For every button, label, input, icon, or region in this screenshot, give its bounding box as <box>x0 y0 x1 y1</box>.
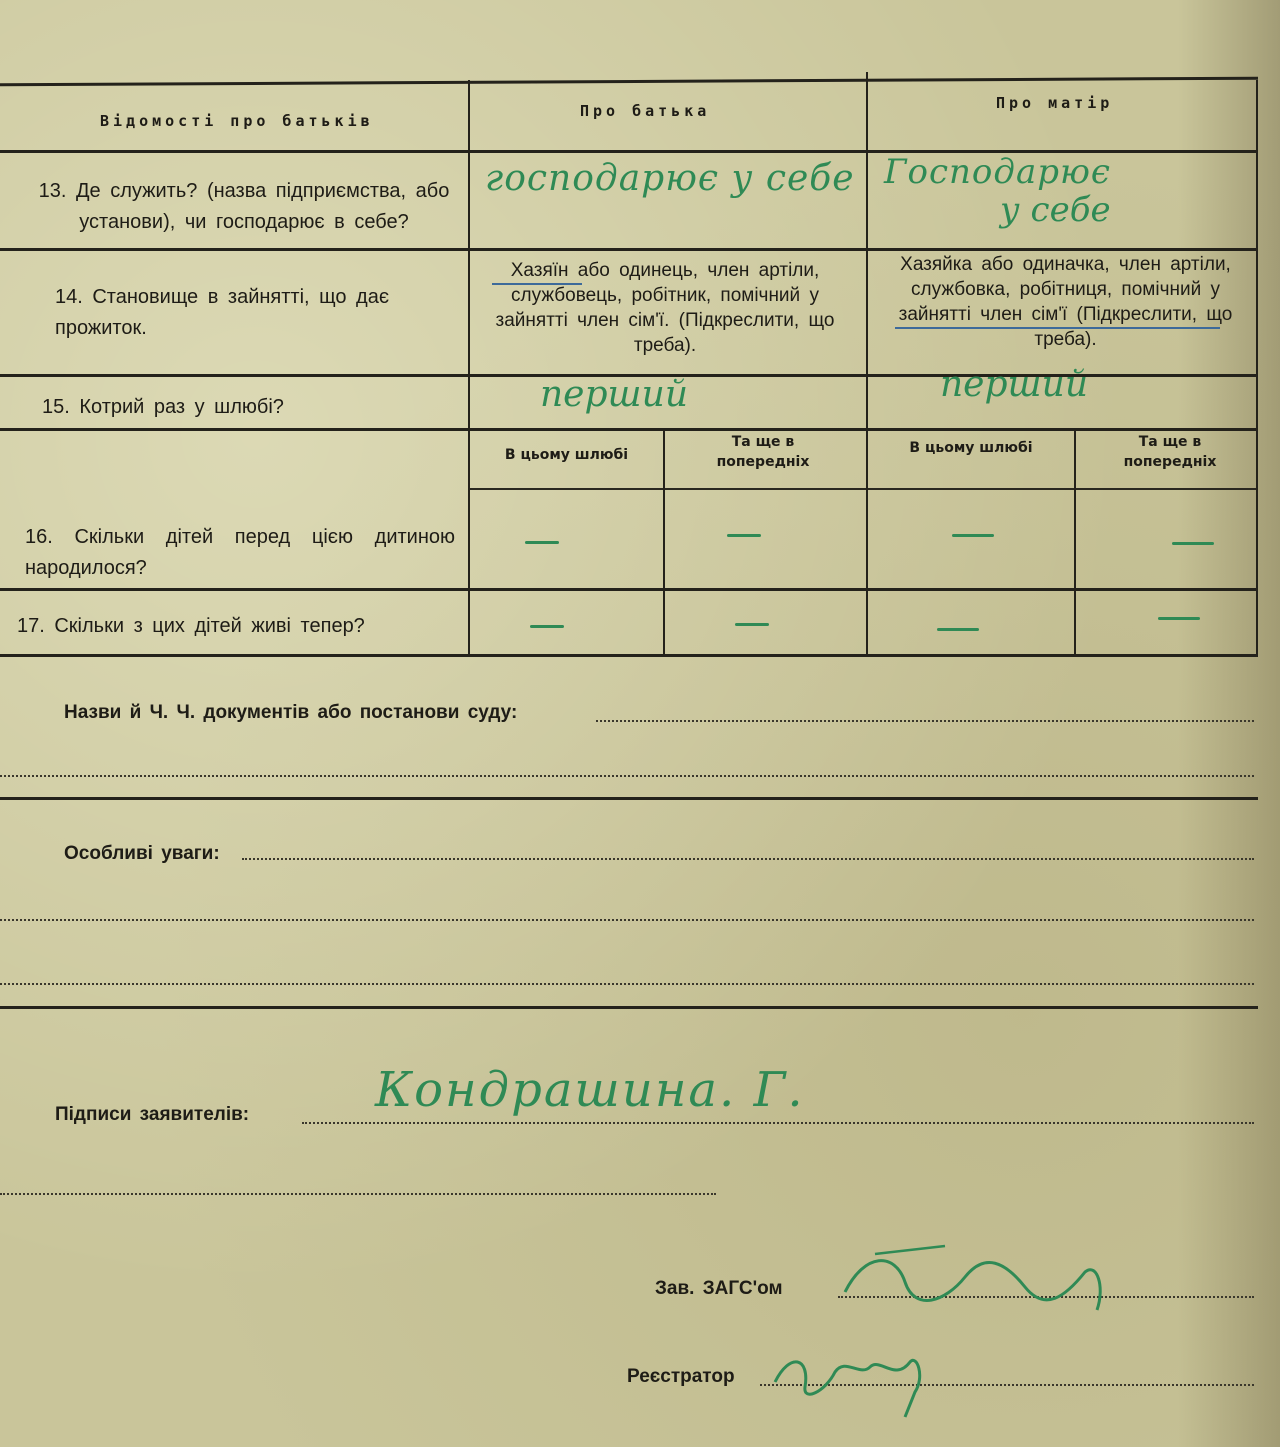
row-divider-16 <box>0 588 1258 591</box>
applicant-signature: Кондрашина. Г. <box>375 1062 805 1118</box>
col-divider-sub-2 <box>1074 428 1076 656</box>
table-right-border <box>1256 80 1258 656</box>
father-option-underline <box>492 283 582 285</box>
father-workplace-value: господарює у себе <box>485 158 855 199</box>
col-divider-1 <box>468 80 470 656</box>
father-previous-living-dash <box>735 623 769 626</box>
mother-this-marriage-children-dash <box>952 534 994 537</box>
father-marriage-count-value: перший <box>540 374 689 415</box>
mother-marriage-count-value: перший <box>940 364 1089 405</box>
father-this-marriage-living-dash <box>530 625 564 628</box>
notes-section-divider <box>0 1006 1258 1009</box>
documents-input-line-2[interactable] <box>0 775 1254 777</box>
notes-input-line-2[interactable] <box>0 919 1254 921</box>
father-employment-options: Хазяїн або одинець, член артіли, службовець, робітник, помічний у зайнятті член сім'ї. (Підкреслити, що треба). <box>495 260 835 356</box>
mother-option-underline <box>895 327 1220 329</box>
registrar-label: Реєстратор <box>627 1366 735 1387</box>
father-this-marriage-header: В цьому шлюбі <box>504 447 629 463</box>
mother-previous-living-dash <box>1158 617 1200 620</box>
signatures-input-line[interactable] <box>302 1122 1254 1124</box>
question-16-label: 16. Скільки дітей перед цією дитиною народилося? <box>25 526 455 579</box>
zags-head-label: Зав. ЗАГС'ом <box>655 1278 783 1299</box>
mother-workplace-value-line1: Господарює <box>884 152 1111 192</box>
mother-workplace-value-line2: у себе <box>1000 190 1111 230</box>
mother-this-marriage-header: В цьому шлюбі <box>909 440 1033 456</box>
col-divider-sub-1 <box>663 428 665 656</box>
signatures-input-line-2[interactable] <box>0 1193 716 1195</box>
registrar-signature <box>765 1332 945 1422</box>
header-about-father: Про батька <box>580 102 711 120</box>
notes-input-line[interactable] <box>242 858 1254 860</box>
notes-label: Особливі уваги: <box>64 843 220 864</box>
header-about-mother: Про матір <box>996 94 1114 112</box>
question-14-label: 14. Становище в зайнятті, що дає прожиток. <box>55 286 390 339</box>
question-17-label: 17. Скільки з цих дітей живі тепер? <box>17 615 365 637</box>
table-bottom-border <box>0 654 1258 657</box>
question-15-label: 15. Котрий раз у шлюбі? <box>42 396 284 418</box>
father-previous-children-dash <box>727 534 761 537</box>
col-divider-2 <box>866 72 868 656</box>
subheader-divider <box>470 488 1258 490</box>
header-parents-info: Відомості про батьків <box>100 112 374 130</box>
mother-previous-header: Та ще в попередніх <box>1123 434 1217 470</box>
mother-previous-children-dash <box>1172 542 1214 545</box>
mother-this-marriage-living-dash <box>937 628 979 631</box>
row-divider-15 <box>0 428 1258 431</box>
father-this-marriage-children-dash <box>525 541 559 544</box>
table-top-border <box>0 77 1258 87</box>
documents-label: Назви й Ч. Ч. документів або постанови суду: <box>64 702 518 723</box>
documents-input-line[interactable] <box>596 720 1254 722</box>
documents-section-divider <box>0 797 1258 800</box>
signatures-label: Підписи заявителів: <box>55 1104 250 1125</box>
zags-head-signature <box>835 1232 1135 1322</box>
mother-employment-options: Хазяйка або одиначка, член артіли, службовка, робітниця, помічний у зайнятті член сім'ї (Підкреслити, що треба). <box>898 254 1233 350</box>
father-previous-header: Та ще в попередніх <box>716 434 810 470</box>
question-13-label: 13. Де служить? (назва підприємства, або установи), чи господарює в себе? <box>38 180 450 233</box>
row-divider-13 <box>0 248 1258 251</box>
notes-input-line-3[interactable] <box>0 983 1254 985</box>
